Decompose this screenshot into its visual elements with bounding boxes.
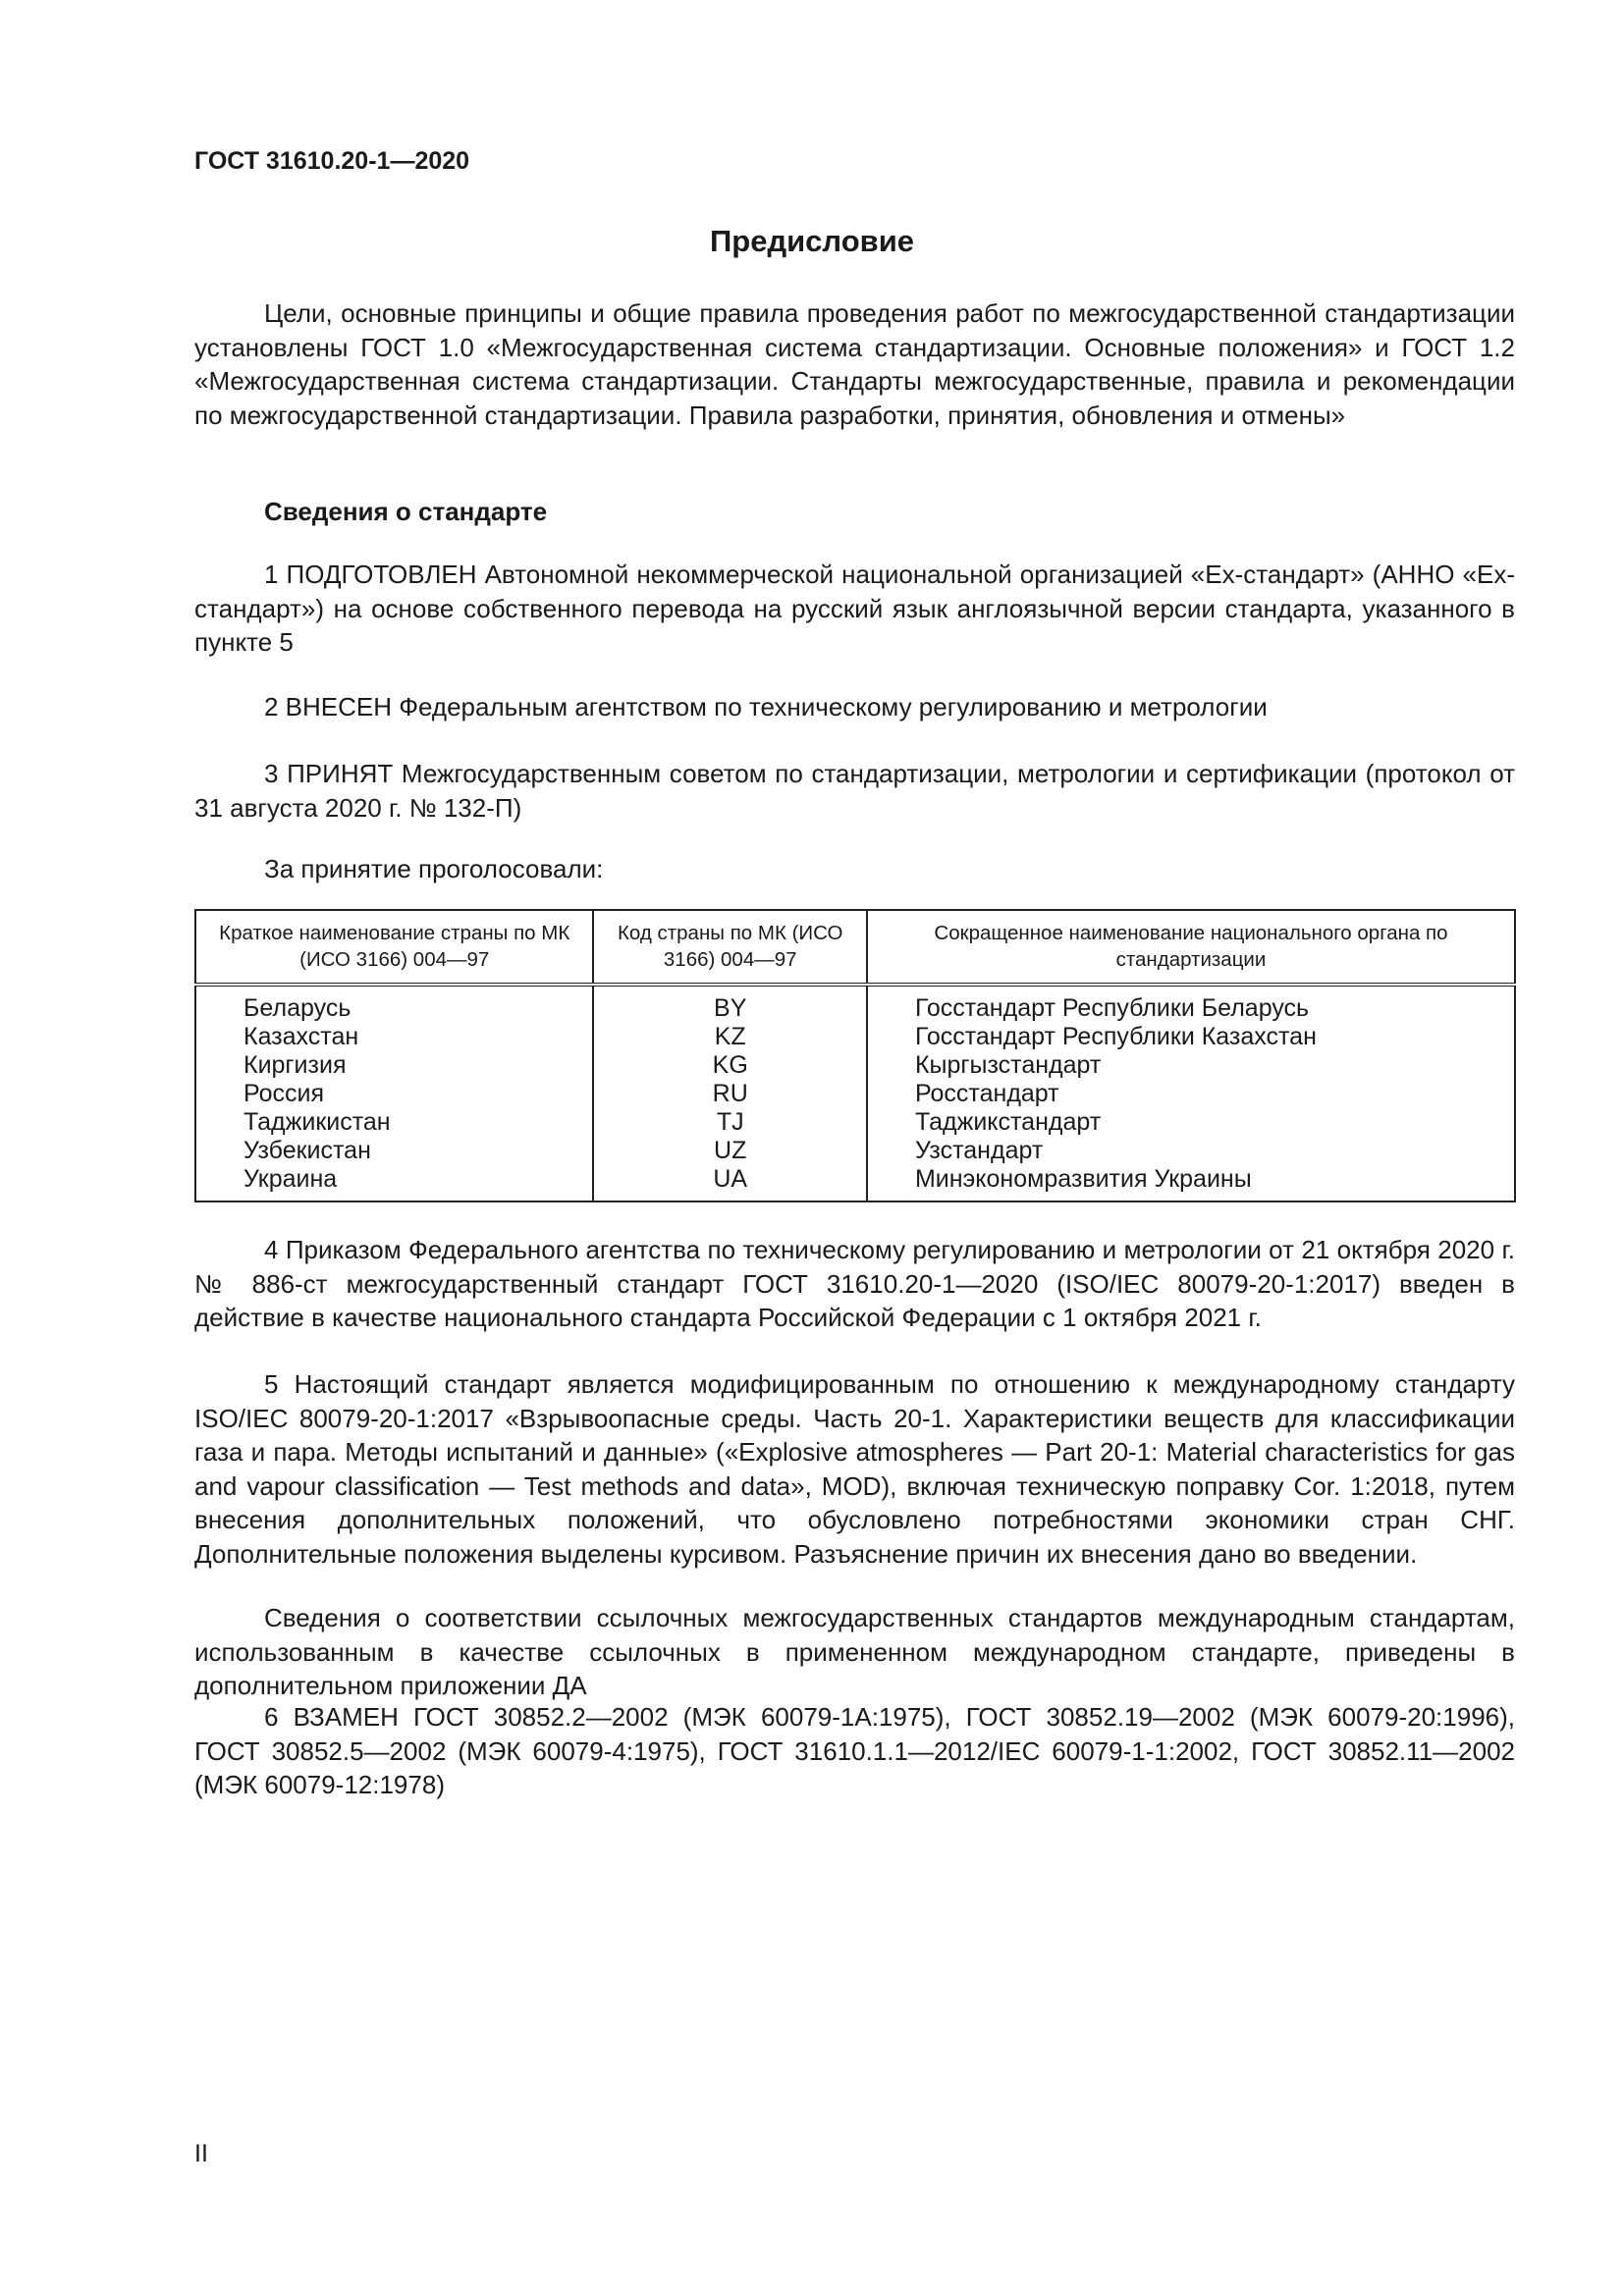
agency-cell: Минэкономразвития Украины	[914, 1165, 1252, 1193]
agency-cell: Госстандарт Республики Казахстан	[914, 1023, 1317, 1050]
vote-label: За принятие проголосовали:	[264, 854, 604, 883]
code-cell: KZ	[593, 1023, 866, 1051]
agency-cell: Узстандарт	[914, 1137, 1044, 1164]
code-cell: RU	[593, 1080, 866, 1108]
column-header-country: Краткое наименование страны по МК (ИСО 3166) 004—97	[195, 910, 593, 985]
country-cell: Беларусь	[195, 985, 593, 1023]
code-cell: TJ	[593, 1108, 866, 1137]
document-header: ГОСТ 31610.20-1—2020	[194, 147, 470, 175]
column-header-code: Код страны по МК (ИСО 3166) 004—97	[593, 910, 866, 985]
country-cell: Таджикистан	[195, 1108, 593, 1137]
table-header-row	[195, 910, 1515, 985]
country-cell: Узбекистан	[195, 1137, 593, 1165]
item-6-paragraph: 6 ВЗАМЕН ГОСТ 30852.2—2002 (МЭК 60079-1А:1975), ГОСТ 30852.19—2002 (МЭК 60079-20:1996), ГОСТ 30852.5—2002 (МЭК 60079-4:1975), ГОСТ 31610.1.1—2012/IEC 60079-1-1:2002, ГОСТ 30852.11—2002 (МЭК 60079-12:1978)	[194, 1702, 1515, 1799]
column-header-agency: Сокращенное наименование национального органа по стандартизации	[867, 910, 1515, 985]
item-5-paragraph: 5 Настоящий стандарт является модифицированным по отношению к международному стандарту ISO/IEC 80079-20-1:2017 «Взрывоопасные среды. Часть 20-1. Характеристики веществ для классификации газа и пара. Методы испытаний и данные» («Explosive atmospheres — Part 20-1: Material characteristics for gas and vapour classification — Test methods and data», MOD), включая техническую поправку Cor. 1:2018, путем внесения дополнительных положений, что обусловлено потребностями экономики стран СНГ. Дополнительные положения выделены курсивом. Разъяснение причин их внесения дано во введении.	[194, 1369, 1515, 1569]
table-row	[195, 1023, 1515, 1051]
page-title: Предисловие	[709, 224, 914, 258]
item-5-references-paragraph: Сведения о соответствии ссылочных межгосударственных стандартов международным стандартам, использованным в качестве ссылочных в примененном международном стандарте, приведены в дополнительном приложении ДА	[194, 1603, 1515, 1700]
country-cell: Россия	[195, 1080, 593, 1108]
table-row	[195, 1137, 1515, 1165]
table-row	[195, 985, 1515, 1023]
voting-table	[194, 909, 1516, 1202]
code-cell: UA	[593, 1165, 866, 1201]
agency-cell: Росстандарт	[914, 1080, 1059, 1107]
page-number: II	[194, 2140, 208, 2167]
item-4-paragraph: 4 Приказом Федерального агентства по техническому регулированию и метрологии от 21 октября 2020 г. № 886-ст межгосударственный стандарт ГОСТ 31610.20-1—2020 (ISO/IEC 80079-20-1:2017) введен в действие в качестве национального стандарта Российской Федерации с 1 октября 2021 г.	[194, 1235, 1515, 1332]
code-cell: KG	[593, 1051, 866, 1080]
table-row	[195, 1108, 1515, 1137]
agency-cell: Госстандарт Республики Беларусь	[914, 994, 1310, 1022]
code-cell: UZ	[593, 1137, 866, 1165]
code-cell: BY	[593, 985, 866, 1023]
country-cell: Киргизия	[195, 1051, 593, 1080]
table-row	[195, 1165, 1515, 1201]
intro-paragraph: Цели, основные принципы и общие правила проведения работ по межгосударственной стандартизации установлены ГОСТ 1.0 «Межгосударственная система стандартизации. Основные положения» и ГОСТ 1.2 «Межгосударственная система стандартизации. Стандарты межгосударственные, правила и рекомендации по межгосударственной стандартизации. Правила разработки, принятия, обновления и отмены»	[194, 298, 1515, 430]
table-row	[195, 1080, 1515, 1108]
item-2-paragraph: 2 ВНЕСЕН Федеральным агентством по техническому регулированию и метрологии	[264, 692, 1268, 721]
table-row	[195, 1051, 1515, 1080]
item-1-paragraph: 1 ПОДГОТОВЛЕН Автономной некоммерческой национальной организацией «Ех-стандарт» (АННО «Ех-стандарт») на основе собственного перевода на русский язык англоязычной версии стандарта, указанного в пункте 5	[194, 560, 1515, 657]
country-cell: Украина	[195, 1165, 593, 1201]
agency-cell: Таджикстандарт	[914, 1108, 1102, 1136]
item-3-paragraph: 3 ПРИНЯТ Межгосударственным советом по стандартизации, метрологии и сертификации (протокол от 31 августа 2020 г. № 132-П)	[194, 759, 1515, 823]
section-subtitle: Сведения о стандарте	[264, 497, 548, 526]
country-cell: Казахстан	[195, 1023, 593, 1051]
agency-cell: Кыргызстандарт	[914, 1051, 1102, 1079]
